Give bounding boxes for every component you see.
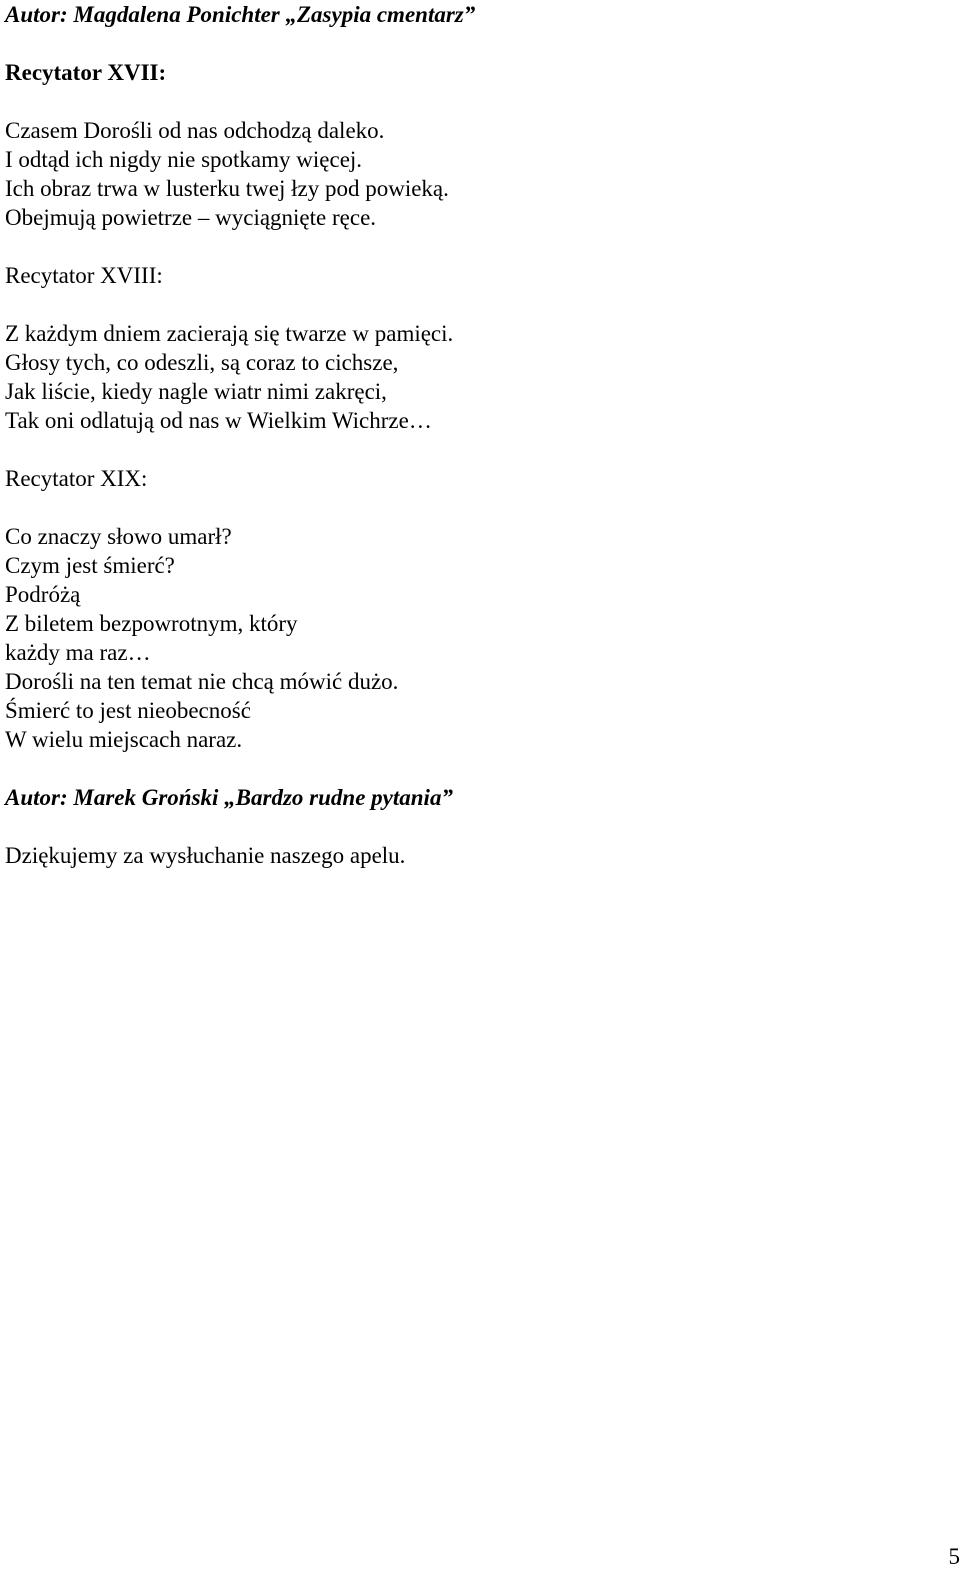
page-number: 5 bbox=[948, 1544, 960, 1569]
verse-line: Z biletem bezpowrotnym, który bbox=[5, 611, 298, 636]
author-credit-2: Autor: Marek Groński „Bardzo rudne pytania” bbox=[5, 785, 453, 810]
verse-line: Podróżą bbox=[5, 582, 81, 607]
speaker-heading-1: Recytator XVII: bbox=[5, 60, 167, 85]
spacer bbox=[5, 290, 945, 319]
verse-line: Czym jest śmierć? bbox=[5, 553, 175, 578]
spacer bbox=[5, 493, 945, 522]
verse-line: Obejmują powietrze – wyciągnięte ręce. bbox=[5, 205, 377, 230]
verse-line: Ich obraz trwa w lusterku twej łzy pod powieką. bbox=[5, 176, 449, 201]
verse-line: W wielu miejscach naraz. bbox=[5, 727, 243, 752]
speaker-heading-3: Recytator XIX: bbox=[5, 466, 148, 491]
verse-line: Dorośli na ten temat nie chcą mówić dużo. bbox=[5, 669, 399, 694]
spacer bbox=[5, 754, 945, 783]
verse-line: Co znaczy słowo umarł? bbox=[5, 524, 232, 549]
document-page bbox=[5, 0, 945, 870]
verse-line: każdy ma raz… bbox=[5, 640, 151, 665]
verse-line: Czasem Dorośli od nas odchodzą daleko. bbox=[5, 118, 385, 143]
spacer bbox=[5, 435, 945, 464]
spacer bbox=[5, 87, 945, 116]
verse-line: Śmierć to jest nieobecność bbox=[5, 698, 251, 723]
verse-line: Z każdym dniem zacierają się twarze w pamięci. bbox=[5, 321, 454, 346]
spacer bbox=[5, 812, 945, 841]
verse-line: Tak oni odlatują od nas w Wielkim Wichrze… bbox=[5, 408, 432, 433]
spacer bbox=[5, 29, 945, 58]
verse-line: Jak liście, kiedy nagle wiatr nimi zakręci, bbox=[5, 379, 387, 404]
author-credit-1: Autor: Magdalena Ponichter „Zasypia cmentarz” bbox=[5, 2, 476, 27]
closing-line: Dziękujemy za wysłuchanie naszego apelu. bbox=[5, 843, 406, 868]
verse-line: I odtąd ich nigdy nie spotkamy więcej. bbox=[5, 147, 363, 172]
spacer bbox=[5, 232, 945, 261]
verse-line: Głosy tych, co odeszli, są coraz to cichsze, bbox=[5, 350, 399, 375]
speaker-heading-2: Recytator XVIII: bbox=[5, 263, 163, 288]
